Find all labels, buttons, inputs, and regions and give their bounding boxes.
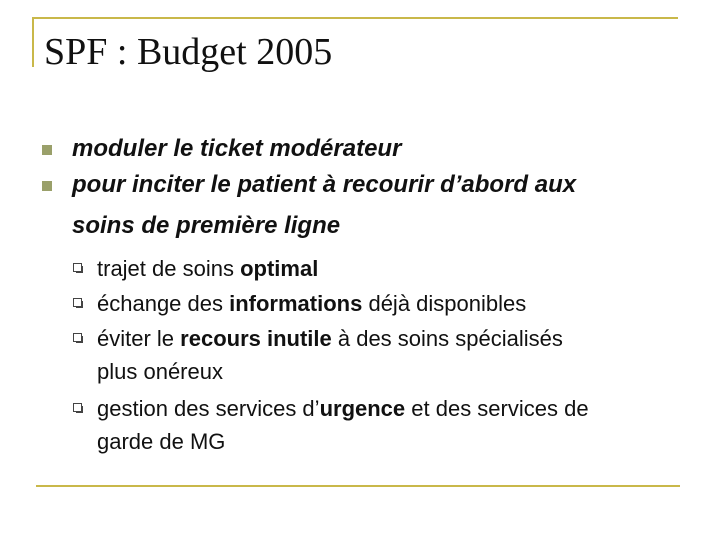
subbullet-3-text-continued: plus onéreux bbox=[97, 359, 223, 384]
square-bullet-icon bbox=[42, 181, 52, 191]
subbullet-3-text: éviter le recours inutile à des soins spécialisés bbox=[97, 326, 563, 351]
subbullet-2-text: échange des informations déjà disponibles bbox=[97, 291, 527, 316]
hollow-square-bullet-icon bbox=[73, 333, 82, 342]
footer-rule bbox=[36, 485, 680, 487]
bullet-2-text: pour inciter le patient à recourir d’abord aux bbox=[72, 171, 577, 198]
title-rule-left bbox=[32, 17, 34, 67]
title-rule-top bbox=[32, 17, 678, 19]
subbullet-4-text-continued: garde de MG bbox=[97, 429, 226, 454]
subbullet-1-text: trajet de soins optimal bbox=[97, 256, 319, 281]
square-bullet-icon bbox=[42, 145, 52, 155]
hollow-square-bullet-icon bbox=[73, 403, 82, 412]
subbullet-4-text: gestion des services d’urgence et des services de bbox=[97, 396, 589, 421]
bullet-2-text-continued: soins de première ligne bbox=[72, 212, 341, 239]
hollow-square-bullet-icon bbox=[73, 263, 82, 272]
bullet-1-text: moduler le ticket modérateur bbox=[72, 135, 402, 162]
slide-title: SPF : Budget 2005 bbox=[44, 31, 333, 73]
hollow-square-bullet-icon bbox=[73, 298, 82, 307]
